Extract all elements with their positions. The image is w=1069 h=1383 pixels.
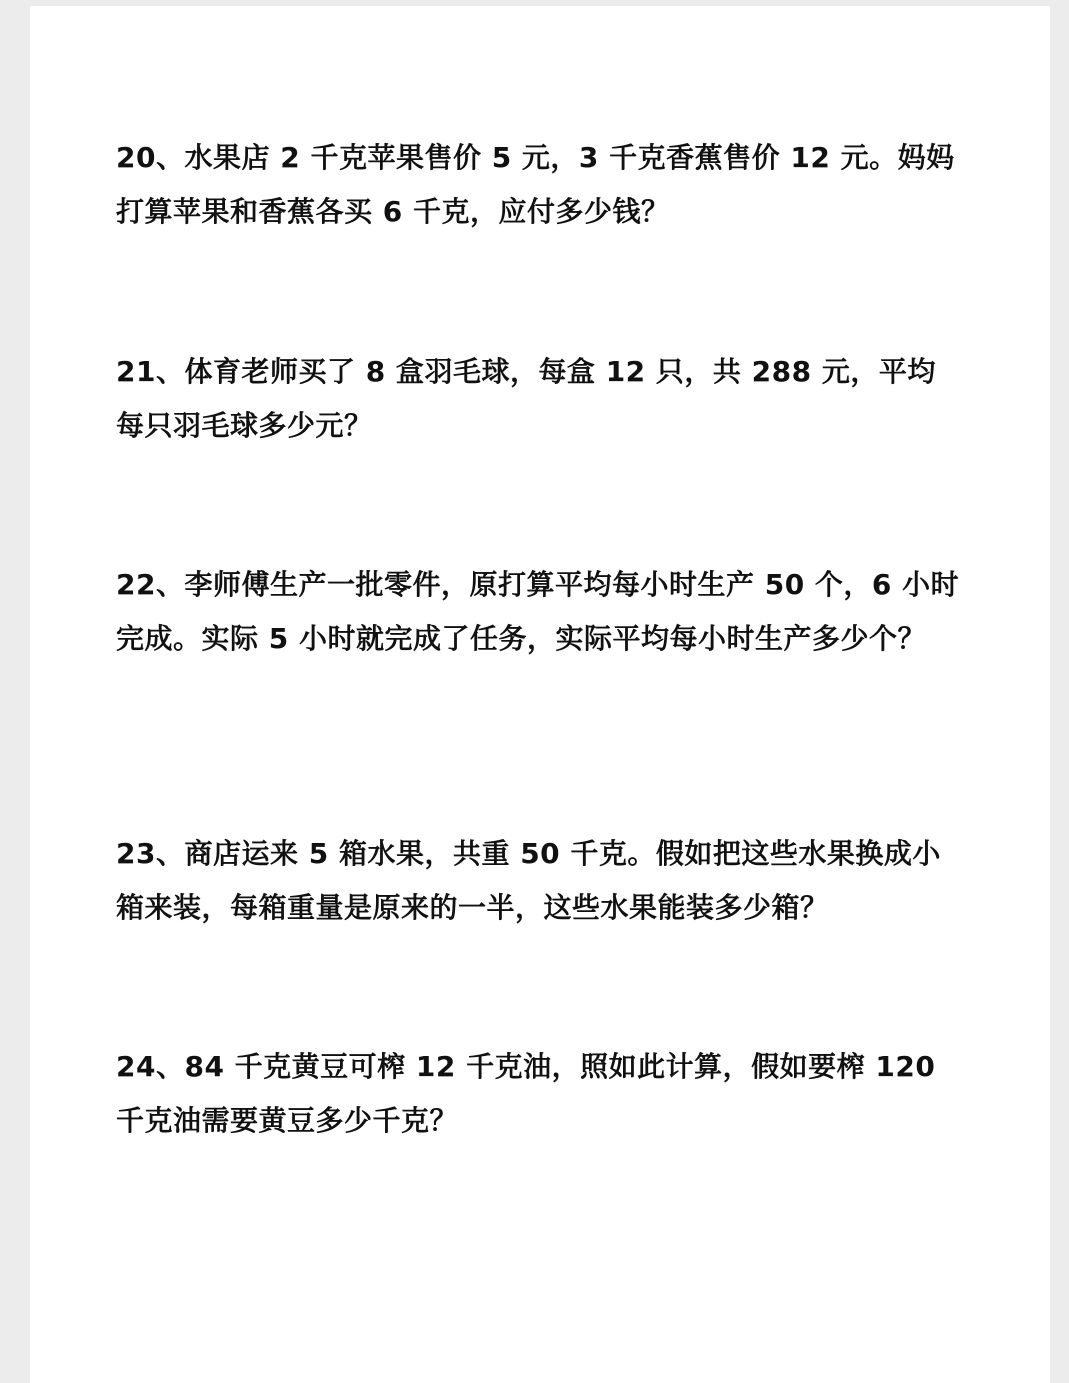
word-problem-20: 20、水果店 2 千克苹果售价 5 元，3 千克香蕉售价 12 元。妈妈打算苹果和香蕉各买 6 千克，应付多少钱？ (116, 141, 955, 228)
word-problem-24: 24、84 千克黄豆可榨 12 千克油，照如此计算，假如要榨 120 千克油需要黄豆多少千克？ (116, 1050, 936, 1137)
word-problem-22: 22、李师傅生产一批零件，原打算平均每小时生产 50 个，6 小时完成。实际 5 小时就完成了任务，实际平均每小时生产多少个？ (116, 568, 960, 655)
word-problem-21: 21、体育老师买了 8 盒羽毛球，每盒 12 只，共 288 元，平均每只羽毛球多少元？ (116, 355, 936, 442)
word-problem-23: 23、商店运来 5 箱水果，共重 50 千克。假如把这些水果换成小箱来装，每箱重量是原来的一半，这些水果能装多少箱？ (116, 837, 941, 924)
worksheet-page (30, 6, 1050, 1383)
